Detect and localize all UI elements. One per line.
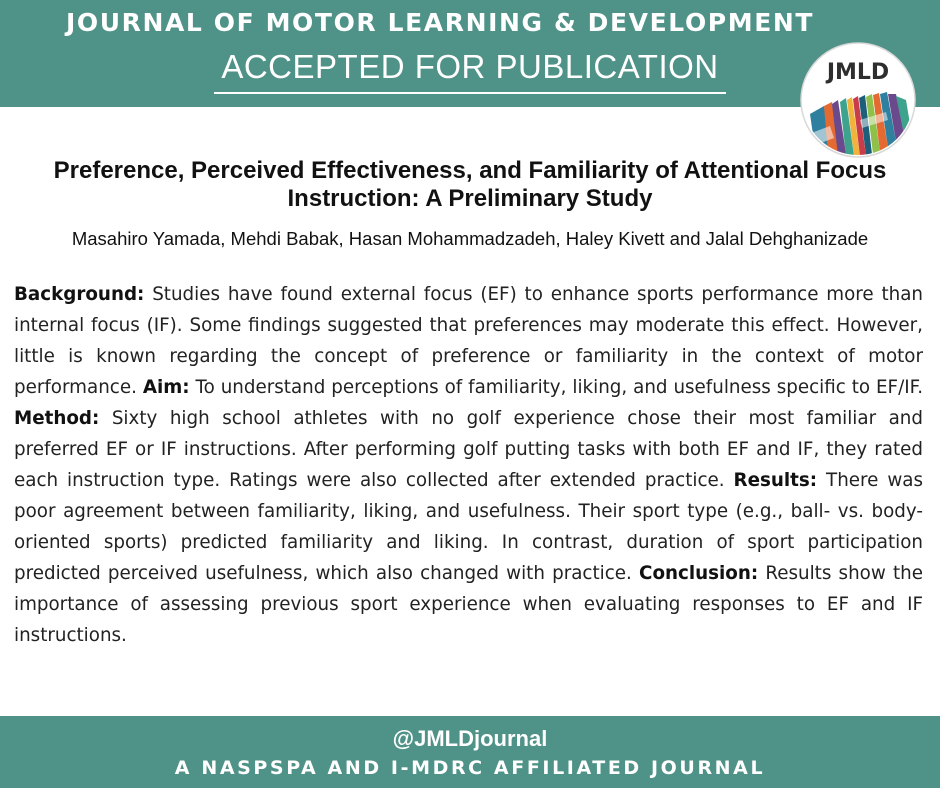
aim-text: To understand perceptions of familiarity, liking, and usefulness specific to EF/IF.	[195, 377, 924, 398]
results-text: There was poor agreement between familiarity, liking, and usefulness. Their sport type (e.g., ball- vs. body-oriented sports) predicted familiarity and liking. In contrast, duration of sport participation predicted perceived usefulness, which also changed with practice.	[14, 470, 924, 584]
journal-name: JOURNAL OF MOTOR LEARNING & DEVELOPMENT	[65, 8, 815, 37]
aim-label: Aim:	[142, 377, 190, 398]
conclusion-text: Results show the importance of assessing previous sport experience when evaluating responses to EF and IF instructions.	[14, 563, 923, 646]
article-authors: Masahiro Yamada, Mehdi Babak, Hasan Mohammadzadeh, Haley Kivett and Jalal Dehghanizade	[71, 228, 869, 249]
results-label: Results:	[733, 470, 818, 491]
article-title: Preference, Perceived Effectiveness, and Familiarity of Attentional Focus Instruction: A Preliminary Study	[53, 157, 887, 212]
method-label: Method:	[14, 408, 100, 429]
social-handle: @JMLDjournal	[392, 726, 548, 751]
jmld-logo	[800, 42, 916, 158]
background-label: Background:	[14, 284, 145, 305]
abstract	[14, 279, 923, 651]
affiliation-line: A NASPSPA AND I-MDRC AFFILIATED JOURNAL	[174, 757, 766, 779]
background-text: Studies have found external focus (EF) to enhance sports performance more than internal focus (IF). Some findings suggested that preferences may moderate this effect. However, little is known regarding the concept of preference or familiarity in the context of motor performance.	[14, 284, 923, 398]
conclusion-label: Conclusion:	[639, 563, 759, 584]
status-underline	[214, 92, 726, 94]
logo-text: JMLD	[826, 60, 890, 85]
method-text: Sixty high school athletes with no golf experience chose their most familiar and preferred EF or IF instructions. After performing golf putting tasks with both EF and IF, they rated each instruction type. Ratings were also collected after extended practice.	[14, 408, 923, 491]
publication-status: ACCEPTED FOR PUBLICATION	[221, 48, 719, 85]
